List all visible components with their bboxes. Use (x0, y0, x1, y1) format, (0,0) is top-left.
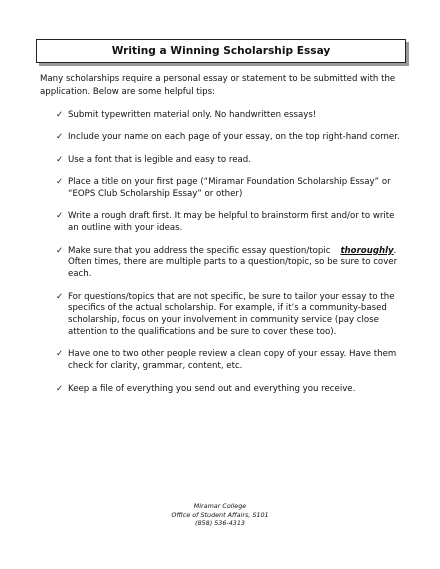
tip-text: For questions/topics that are not specific, be sure to tailor your essay to the specifics of the actual scholarship. For example, if it’s a community-based scholarship, focus on your involvement in community service (pay close attention to the qualifications and be sure to cover these too). (68, 291, 395, 337)
checkmark-icon: ✓ (56, 132, 64, 143)
page-title: Writing a Winning Scholarship Essay (36, 39, 406, 63)
contact-footer (0, 502, 440, 528)
checkmark-icon: ✓ (56, 154, 64, 165)
list-item (56, 384, 406, 396)
intro-paragraph: Many scholarships require a personal essay or statement to be submitted with the application. Below are some helpful tips: (40, 74, 396, 97)
list-item (56, 349, 406, 373)
tip-text (68, 246, 397, 280)
tip-text: Place a title on your first page (“Miramar Foundation Scholarship Essay” or “EOPS Club Scholarship Essay” or other) (68, 177, 391, 199)
list-item (56, 110, 406, 122)
checkmark-icon: ✓ (56, 291, 64, 302)
tip-text-start: Make sure that you address the specific essay question/topic (68, 245, 331, 256)
list-item (56, 292, 406, 339)
checkmark-icon: ✓ (56, 211, 64, 222)
tip-text-end: . Often times, there are multiple parts to a question/topic, so be sure to cover each. (68, 245, 398, 280)
checkmark-icon: ✓ (56, 177, 64, 188)
checkmark-icon: ✓ (56, 349, 64, 360)
tip-text: Have one to two other people review a clean copy of your essay. Have them check for clarity, grammar, content, etc. (68, 349, 397, 372)
tip-text: Use a font that is legible and easy to read. (68, 154, 251, 165)
college-name: Miramar College (193, 502, 247, 510)
tip-text: Keep a file of everything you send out and everything you receive. (68, 383, 356, 394)
tip-text: Write a rough draft first. It may be helpful to brainstorm first and/or to write an outline with your ideas. (68, 211, 395, 234)
list-item (56, 211, 406, 235)
emphasis-text: thoroughly (340, 245, 394, 256)
tips-list (56, 110, 406, 406)
list-item (56, 246, 406, 281)
checkmark-icon: ✓ (56, 245, 64, 256)
office-name: Office of Student Affairs, S101 (171, 510, 269, 519)
tip-text: Include your name on each page of your essay, on the top right-hand corner. (68, 132, 400, 143)
checkmark-icon: ✓ (56, 110, 64, 120)
list-item (56, 155, 406, 167)
list-item (56, 177, 406, 201)
tip-text: Submit typewritten material only. No handwritten essays! (68, 110, 317, 120)
list-item (56, 132, 406, 144)
checkmark-icon: ✓ (56, 383, 64, 394)
phone-number: (858) 536-4313 (195, 519, 245, 528)
